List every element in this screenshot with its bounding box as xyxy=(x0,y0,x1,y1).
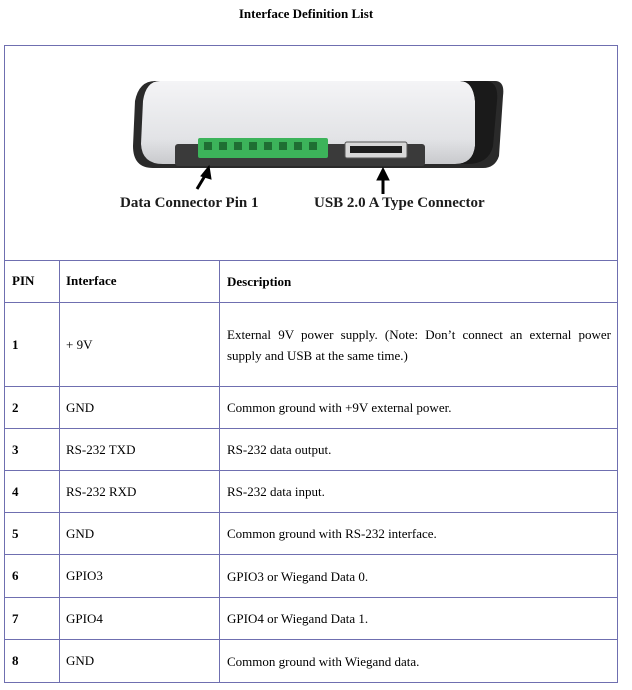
usb-arrow xyxy=(377,168,389,194)
row-pin: 2 xyxy=(5,387,60,428)
row-description: Common ground with Wiegand data. xyxy=(227,653,420,669)
row-interface: GND xyxy=(60,387,220,428)
row-description: RS-232 data input. xyxy=(227,484,325,499)
header-interface: Interface xyxy=(60,260,220,302)
page-title: Interface Definition List xyxy=(238,6,374,21)
row-interface: RS-232 RXD xyxy=(60,471,220,512)
table-row xyxy=(5,513,617,555)
row-description: GPIO4 or Wiegand Data 1. xyxy=(227,611,369,626)
row-interface: GPIO3 xyxy=(60,555,220,597)
row-interface: RS-232 TXD xyxy=(60,429,220,470)
table-row xyxy=(5,303,617,387)
row-pin: 6 xyxy=(5,555,60,597)
row-pin: 7 xyxy=(5,598,60,639)
row-pin: 1 xyxy=(5,303,60,386)
row-interface: GND xyxy=(60,513,220,554)
row-pin: 5 xyxy=(5,513,60,554)
table-row xyxy=(5,640,617,682)
connector-pin xyxy=(279,142,287,150)
usb-port-inner xyxy=(350,146,402,153)
connector-pin xyxy=(294,142,302,150)
table-row xyxy=(5,429,617,471)
table-row xyxy=(5,555,617,598)
row-pin: 4 xyxy=(5,471,60,512)
connector-pin xyxy=(234,142,242,150)
row-interface: + 9V xyxy=(60,303,220,386)
pin1-arrow xyxy=(197,166,211,189)
row-description: Common ground with +9V external power. xyxy=(227,400,452,415)
header-description: Description xyxy=(227,273,292,289)
interface-table-frame xyxy=(4,45,618,683)
table-row xyxy=(5,598,617,640)
data-connector xyxy=(198,138,328,158)
connector-pin xyxy=(309,142,317,150)
header-pin: PIN xyxy=(5,260,60,302)
row-pin: 3 xyxy=(5,429,60,470)
row-interface: GPIO4 xyxy=(60,598,220,639)
connector-pin xyxy=(264,142,272,150)
row-pin: 8 xyxy=(5,640,60,682)
device-illustration xyxy=(5,46,617,260)
connector-pin xyxy=(204,142,212,150)
table-row xyxy=(5,387,617,429)
connector-pin xyxy=(249,142,257,150)
connector-pin xyxy=(219,142,227,150)
row-description: RS-232 data output. xyxy=(227,442,332,457)
usb-label: USB 2.0 A Type Connector xyxy=(314,195,485,211)
row-interface: GND xyxy=(60,640,220,682)
table-header-row xyxy=(5,260,617,303)
row-description: Common ground with RS-232 interface. xyxy=(227,526,437,541)
row-description: External 9V power supply. (Note: Don’t connect an external power supply and USB at the same time.) xyxy=(227,326,611,363)
device-figure xyxy=(5,46,617,261)
row-description: GPIO3 or Wiegand Data 0. xyxy=(227,568,369,584)
table-row xyxy=(5,471,617,513)
pin1-label: Data Connector Pin 1 xyxy=(120,195,259,211)
